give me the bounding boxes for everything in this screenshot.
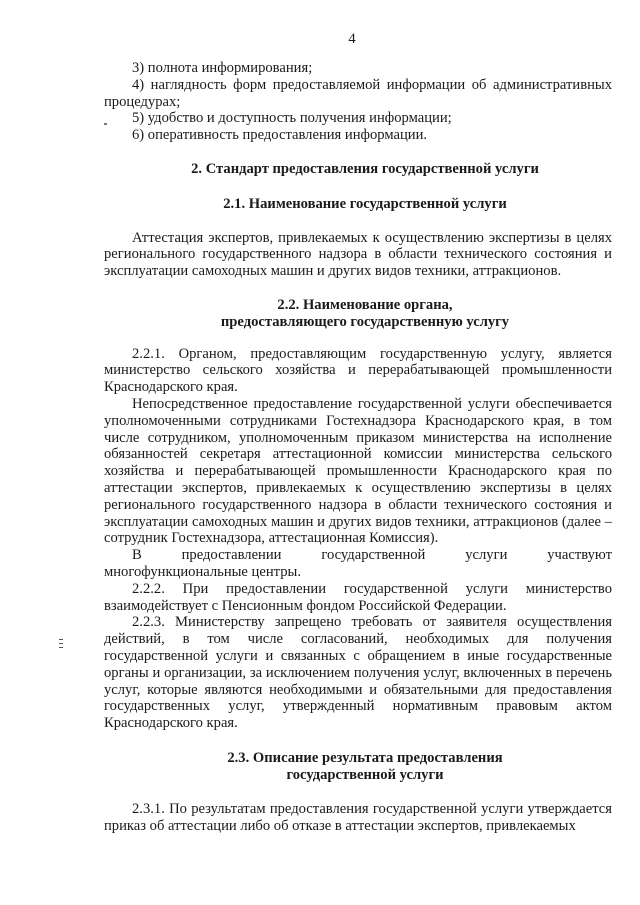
scan-speck [104, 123, 107, 125]
list-item: 4) наглядность форм предоставляемой информации об административных процедурах; [104, 76, 612, 110]
section-heading: 2. Стандарт предоставления государственной услуги [191, 160, 539, 177]
subsection-heading: 2.2. Наименование органа, [277, 296, 453, 313]
page-number: 4 [348, 31, 356, 47]
list-item: 3) полнота информирования; [132, 60, 313, 76]
paragraph: 2.3.1. По результатам предоставления государственной услуги утверждается приказ об аттестации либо об отказе в аттестации экспертов, привлекаемых [104, 801, 612, 835]
paragraph: Аттестация экспертов, привлекаемых к осуществлению экспертизы в целях регионального государственного надзора в области технического состояния и эксплуатации самоходных машин и других видов техники, аттракционов. [104, 229, 612, 280]
paragraph: 2.2.2. При предоставлении государственной услуги министерство взаимодействует с Пенсионным фондом Российской Федерации. [104, 580, 612, 614]
margin-mark [58, 636, 64, 650]
paragraph: Непосредственное предоставление государственной услуги обеспечивается уполномоченными сотрудниками Гостехнадзора Краснодарского края, в том числе сотрудником, уполномоченным приказом министерства на исполнение обязанностей секретаря аттестационной комиссии министерства сельского хозяйства и перерабатывающей промышленности Краснодарского края по аттестации экспертов, привлекаемых к осуществлению экспертизы в целях регионального государственного надзора в области технического состояния и эксплуатации самоходных машин и других видов техники, аттракционов (далее – сотрудник Гостехнадзора, аттестационная Комиссия). [104, 395, 612, 547]
subsection-heading: государственной услуги [286, 766, 444, 783]
paragraph: 2.2.1. Органом, предоставляющим государственную услугу, является министерство сельского хозяйства и перерабатывающей промышленности Краснодарского края. [104, 345, 612, 396]
page-content [104, 60, 612, 835]
list-item: 6) оперативность предоставления информации. [132, 127, 428, 144]
paragraph: В предоставлении государственной услуги участвуют многофункциональные центры. [104, 547, 612, 580]
list-item: 5) удобство и доступность получения информации; [132, 110, 452, 127]
subsection-heading: предоставляющего государственную услугу [220, 313, 510, 330]
paragraph: 2.2.3. Министерству запрещено требовать от заявителя осуществления действий, в том числе согласований, необходимых для получения государственной услуги и связанных с обращением в иные государственные органы и организации, за исключением получения услуг, включенных в перечень услуг, которые являются необходимыми и обязательными для предоставления государственных услуг, утвержденный нормативным правовым актом Краснодарского края. [104, 614, 612, 732]
subsection-heading: 2.3. Описание результата предоставления [227, 749, 503, 766]
subsection-heading: 2.1. Наименование государственной услуги [223, 195, 507, 212]
